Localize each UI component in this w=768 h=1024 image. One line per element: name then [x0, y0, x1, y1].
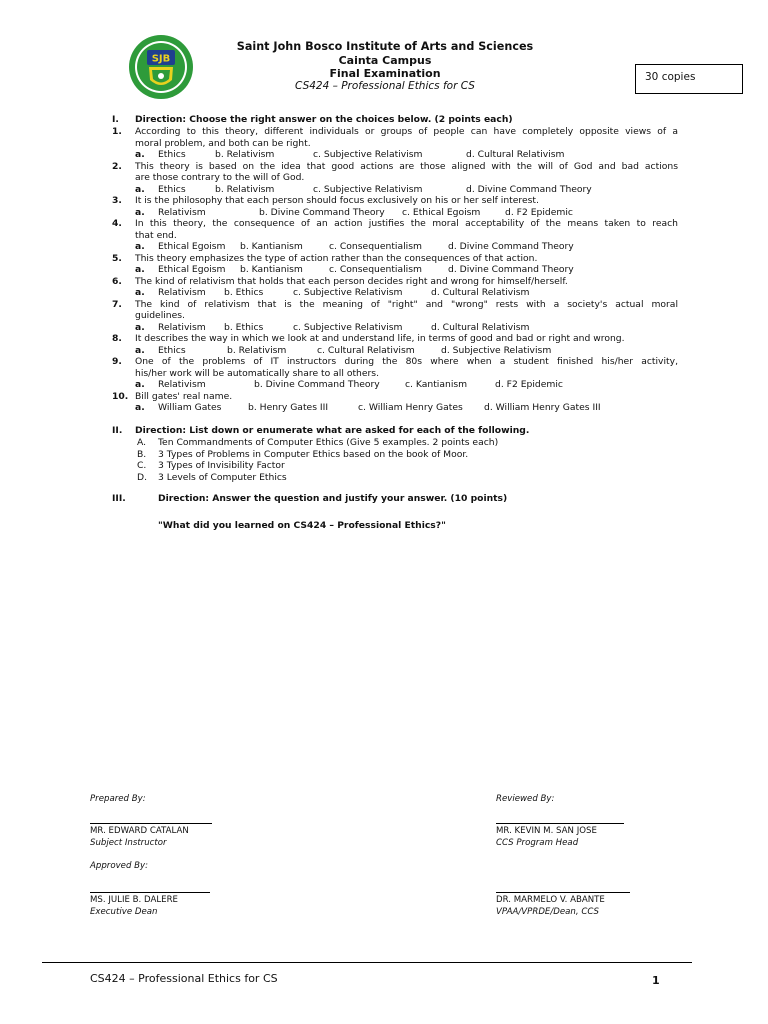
choice-a-letter: a.	[135, 149, 145, 160]
answer-choice: d. Subjective Relativism	[441, 344, 552, 356]
vpaa-title: VPAA/VPRDE/Dean, CCS	[496, 907, 599, 917]
prepared-name: MR. EDWARD CATALAN	[90, 826, 189, 836]
answer-choice: c. Cultural Relativism	[317, 344, 415, 356]
svg-text:SJB: SJB	[151, 53, 171, 65]
essay-question: "What did you learned on CS424 – Professional Ethics?"	[158, 520, 446, 531]
question-text: The kind of relativism that is the meaning of "right" and "wrong" rests with a society's actual moral	[135, 298, 678, 310]
answer-choice: c. Subjective Relativism	[293, 287, 403, 298]
answer-choice: d. Divine Command Theory	[448, 241, 574, 252]
copies-box: 30 copies	[635, 64, 743, 94]
question-text: It describes the way in which we look at and understand life, in terms of good and bad or right and wrong.	[135, 333, 625, 344]
enum-item: 3 Levels of Computer Ethics	[158, 471, 287, 483]
question-text: moral problem, and both can be right.	[135, 137, 311, 149]
part2-roman: II.	[112, 425, 123, 436]
answer-choice: b. Divine Command Theory	[254, 379, 380, 390]
answer-choice: Ethics	[158, 344, 186, 356]
enum-letter: B.	[137, 448, 147, 460]
choice-a-letter: a.	[135, 183, 145, 195]
prepared-title: Subject Instructor	[90, 838, 167, 848]
part3-direction: Direction: Answer the question and justify your answer. (10 points)	[158, 493, 508, 504]
reviewed-signature-line	[496, 823, 624, 824]
enum-letter: C.	[137, 460, 147, 471]
answer-choice: c. Subjective Relativism	[313, 149, 423, 160]
part1-roman: I.	[112, 114, 119, 125]
choice-a-letter: a.	[135, 206, 145, 218]
school-seal-logo	[128, 34, 194, 100]
question-number: 4.	[112, 218, 122, 229]
question-text: In this theory, the consequence of an action justifies the moral acceptability of the means taken to reach	[135, 218, 678, 229]
answer-choice: b. Relativism	[215, 149, 275, 160]
enum-letter: D.	[137, 471, 147, 483]
answer-choice: b. Kantianism	[240, 241, 303, 252]
prepared-signature-line	[90, 823, 212, 824]
vpaa-name: DR. MARMELO V. ABANTE	[496, 895, 605, 905]
answer-choice: c. William Henry Gates	[358, 402, 463, 413]
answer-choice: d. Divine Command Theory	[448, 264, 574, 275]
part2-direction: Direction: List down or enumerate what are asked for each of the following.	[135, 425, 530, 436]
exam-title: Final Examination	[329, 67, 441, 80]
question-number: 3.	[112, 195, 122, 206]
question-number: 7.	[112, 298, 122, 310]
question-text: This theory is based on the idea that good actions are those aligned with the will of God and bad actions	[135, 160, 678, 172]
campus-name: Cainta Campus	[338, 54, 432, 67]
answer-choice: Relativism	[158, 206, 206, 218]
approved-title: Executive Dean	[90, 907, 158, 917]
question-number: 6.	[112, 275, 122, 287]
question-number: 10.	[112, 390, 129, 402]
answer-choice: Ethical Egoism	[158, 241, 226, 252]
question-number: 9.	[112, 356, 122, 367]
answer-choice: c. Consequentialism	[329, 264, 422, 275]
answer-choice: William Gates	[158, 402, 222, 413]
answer-choice: Ethical Egoism	[158, 264, 226, 275]
reviewed-by-label: Reviewed By:	[496, 794, 555, 804]
approved-name: MS. JULIE B. DALERE	[90, 895, 178, 905]
enum-item: 3 Types of Problems in Computer Ethics based on the book of Moor.	[158, 448, 469, 460]
answer-choice: b. Henry Gates III	[248, 402, 329, 413]
page-number: 1	[652, 974, 660, 987]
question-text: are those contrary to the will of God.	[135, 172, 305, 183]
answer-choice: b. Divine Command Theory	[259, 206, 385, 218]
question-text: his/her work will be automatically share to all others.	[135, 367, 380, 379]
answer-choice: c. Ethical Egoism	[402, 206, 481, 218]
vpaa-signature-line	[496, 892, 630, 893]
answer-choice: Ethics	[158, 149, 186, 160]
reviewed-title: CCS Program Head	[496, 838, 579, 848]
choice-a-letter: a.	[135, 402, 145, 413]
answer-choice: b. Relativism	[215, 183, 275, 195]
choice-a-letter: a.	[135, 379, 145, 390]
answer-choice: b. Kantianism	[240, 264, 303, 275]
question-text: Bill gates' real name.	[135, 390, 233, 402]
question-number: 8.	[112, 333, 122, 344]
enum-item: Ten Commandments of Computer Ethics (Give 5 examples. 2 points each)	[158, 437, 499, 448]
choice-a-letter: a.	[135, 321, 145, 333]
footer-course: CS424 – Professional Ethics for CS	[90, 972, 278, 985]
answer-choice: Relativism	[158, 287, 206, 298]
question-text: This theory emphasizes the type of action rather than the consequences of that action.	[135, 252, 538, 264]
answer-choice: b. Relativism	[227, 344, 287, 356]
approved-by-label: Approved By:	[90, 861, 149, 871]
part3-roman: III.	[112, 493, 126, 504]
answer-choice: d. Cultural Relativism	[431, 287, 530, 298]
institution-name: Saint John Bosco Institute of Arts and Sciences	[236, 40, 534, 53]
question-text: According to this theory, different individuals or groups of people can have completely opposite views of a	[135, 126, 678, 137]
answer-choice: d. F2 Epidemic	[495, 379, 563, 390]
choice-a-letter: a.	[135, 241, 145, 252]
question-number: 2.	[112, 160, 122, 172]
part1-direction: Direction: Choose the right answer on the choices below. (2 points each)	[135, 114, 513, 125]
approved-signature-line	[90, 892, 210, 893]
question-text: It is the philosophy that each person should focus exclusively on his or her self interest.	[135, 195, 539, 206]
answer-choice: d. Cultural Relativism	[431, 321, 530, 333]
answer-choice: Relativism	[158, 321, 206, 333]
choice-a-letter: a.	[135, 344, 145, 356]
question-number: 1.	[112, 126, 122, 137]
answer-choice: c. Subjective Relativism	[313, 183, 423, 195]
answer-choice: d. F2 Epidemic	[505, 206, 573, 218]
answer-choice: c. Subjective Relativism	[293, 321, 403, 333]
prepared-by-label: Prepared By:	[90, 794, 146, 804]
reviewed-name: MR. KEVIN M. SAN JOSE	[496, 826, 597, 836]
answer-choice: c. Consequentialism	[329, 241, 422, 252]
choice-a-letter: a.	[135, 287, 145, 298]
answer-choice: Relativism	[158, 379, 206, 390]
answer-choice: d. William Henry Gates III	[484, 402, 601, 413]
answer-choice: d. Cultural Relativism	[466, 149, 565, 160]
answer-choice: c. Kantianism	[405, 379, 468, 390]
answer-choice: Ethics	[158, 183, 186, 195]
question-text: guidelines.	[135, 310, 185, 321]
enum-letter: A.	[137, 437, 147, 448]
question-text: that end.	[135, 229, 177, 241]
question-text: The kind of relativism that holds that each person decides right and wrong for himself/herself.	[135, 275, 568, 287]
enum-item: 3 Types of Invisibility Factor	[158, 460, 285, 471]
question-number: 5.	[112, 252, 122, 264]
answer-choice: b. Ethics	[224, 287, 264, 298]
course-title: CS424 – Professional Ethics for CS	[295, 80, 475, 92]
choice-a-letter: a.	[135, 264, 145, 275]
question-text: One of the problems of IT instructors during the 80s where when a student finished his/her activity,	[135, 356, 678, 367]
answer-choice: d. Divine Command Theory	[466, 183, 592, 195]
answer-choice: b. Ethics	[224, 321, 264, 333]
footer-rule	[42, 962, 692, 963]
